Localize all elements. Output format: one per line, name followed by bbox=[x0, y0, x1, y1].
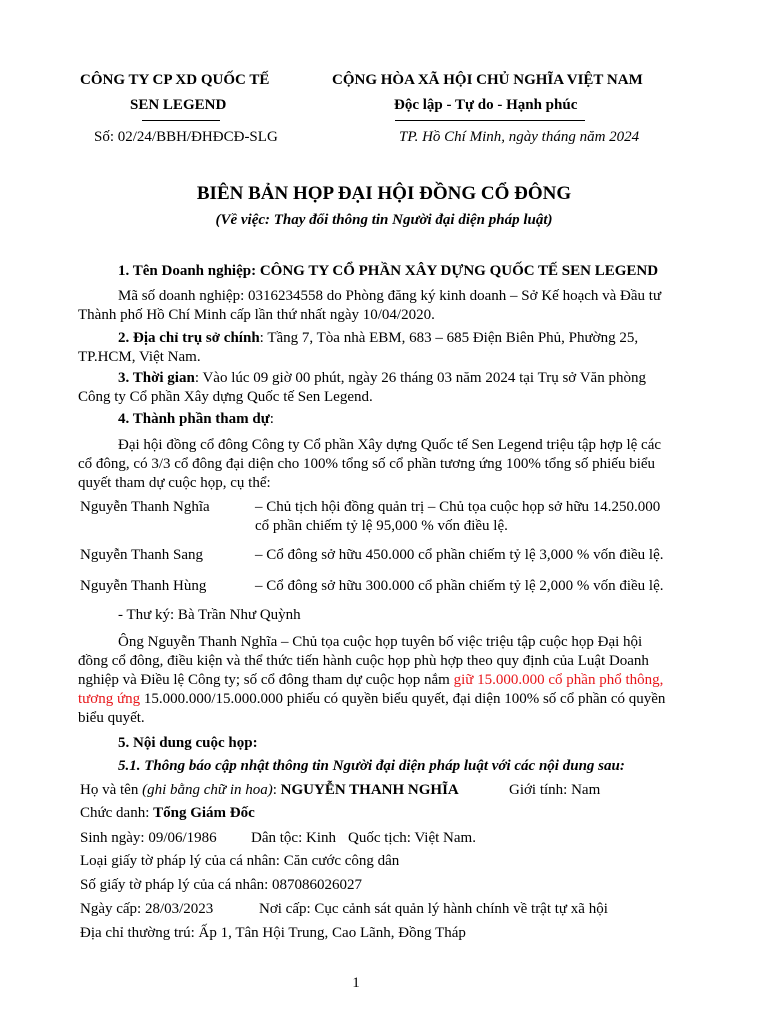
section-4-line2: cổ đông, có 3/3 cổ đông đại diện cho 100% tổng số cổ phần tương ứng 100% tổng số phiếu biểu bbox=[78, 456, 656, 472]
person-id-number: Số giấy tờ pháp lý của cá nhân: 087086026027 bbox=[80, 877, 363, 893]
attendee-2-name: Nguyễn Thanh Sang bbox=[80, 547, 204, 563]
section-4-heading bbox=[118, 410, 274, 429]
person-issue-date: Ngày cấp: 28/03/2023 bbox=[80, 901, 214, 917]
section-2-line1: : Tầng 7, Tòa nhà EBM, 683 – 685 Điện Biên Phủ, Phường 25, bbox=[259, 330, 639, 346]
attendee-1-name: Nguyễn Thanh Nghĩa bbox=[80, 499, 210, 515]
chair-para-line5: biểu quyết. bbox=[78, 710, 145, 726]
section-4-line3: quyết tham dự cuộc họp, cụ thể: bbox=[78, 475, 271, 491]
section-2-label: 2. Địa chỉ trụ sở chính bbox=[118, 330, 260, 346]
chair-para-line2: đồng cổ đông, điều kiện và thể thức tiến hành cuộc họp phù hợp theo quy định của Luật Doanh bbox=[78, 653, 649, 669]
company-name-line1: CÔNG TY CP XD QUỐC TẾ bbox=[80, 72, 270, 88]
country-name: CỘNG HÒA XÃ HỘI CHỦ NGHĨA VIỆT NAM bbox=[332, 72, 643, 88]
chair-para-line3-text: nghiệp và Điều lệ Công ty; số cổ đông tham dự cuộc họp nắm bbox=[78, 672, 454, 688]
section-3-line2: Công ty Cổ phần Xây dựng Quốc tế Sen Legend. bbox=[78, 389, 373, 405]
section-2-line2: TP.HCM, Việt Nam. bbox=[78, 349, 201, 365]
section-3-line1: : Vào lúc 09 giờ 00 phút, ngày 26 tháng 03 năm 2024 tại Trụ sở Văn phòng bbox=[194, 370, 646, 386]
section-3-label: 3. Thời gian bbox=[118, 370, 195, 386]
page-number: 1 bbox=[352, 975, 360, 991]
person-address: Địa chỉ thường trú: Ấp 1, Tân Hội Trung, Cao Lãnh, Đồng Tháp bbox=[80, 925, 466, 941]
document-date: TP. Hồ Chí Minh, ngày tháng năm 2024 bbox=[399, 129, 640, 145]
document-number: Số: 02/24/BBH/ĐHĐCĐ-SLG bbox=[94, 129, 278, 145]
company-name-line2: SEN LEGEND bbox=[130, 97, 227, 113]
chair-para-highlight-1: giữ 15.000.000 cổ phần phổ thông, bbox=[453, 672, 664, 688]
page-subtitle: (Về việc: Thay đổi thông tin Người đại diện pháp luật) bbox=[215, 212, 553, 228]
page-title: BIÊN BẢN HỌP ĐẠI HỘI ĐỒNG CỔ ĐÔNG bbox=[196, 183, 572, 204]
country-motto: Độc lập - Tự do - Hạnh phúc bbox=[394, 97, 578, 113]
person-title-value: Tổng Giám Đốc bbox=[153, 805, 255, 821]
person-issue-place: Nơi cấp: Cục cảnh sát quản lý hành chính về trật tự xã hội bbox=[259, 901, 608, 917]
section-1-value: : CÔNG TY CỔ PHẦN XÂY DỰNG QUỐC TẾ SEN LEGEND bbox=[251, 263, 659, 279]
section-5-heading: 5. Nội dung cuộc họp: bbox=[118, 735, 258, 751]
section-5-1-heading: 5.1. Thông báo cập nhật thông tin Người đại diện pháp luật với các nội dung sau: bbox=[118, 758, 625, 774]
chair-para-line1: Ông Nguyễn Thanh Nghĩa – Chủ tọa cuộc họp tuyên bố việc triệu tập cuộc họp Đại hội bbox=[118, 634, 643, 650]
section-3-heading bbox=[118, 369, 646, 388]
attendee-3-role: – Cổ đông sở hữu 300.000 cổ phần chiếm tỷ lệ 2,000 % vốn điều lệ. bbox=[255, 578, 664, 594]
chair-para-highlight-2: tương ứng bbox=[78, 691, 141, 707]
person-name-colon: : bbox=[272, 782, 281, 798]
person-gender: Giới tính: Nam bbox=[509, 782, 601, 798]
section-1-line1: Mã số doanh nghiệp: 0316234558 do Phòng đăng ký kinh doanh – Sở Kế hoạch và Đầu tư bbox=[118, 288, 662, 304]
person-dob: Sinh ngày: 09/06/1986 bbox=[80, 830, 217, 846]
chair-para-line3 bbox=[78, 671, 663, 690]
section-4-line1: Đại hội đồng cổ đông Công ty Cổ phần Xây dựng Quốc tế Sen Legend triệu tập hợp lệ các bbox=[118, 437, 662, 453]
chair-para-line4-text: 15.000.000/15.000.000 phiếu có quyền biểu quyết, đại diện 100% số cổ phần có quyền bbox=[140, 691, 666, 707]
section-1-label: 1. Tên Doanh nghiệp bbox=[118, 263, 252, 279]
secretary: - Thư ký: Bà Trần Như Quỳnh bbox=[118, 607, 301, 623]
attendee-1-role-line2: cổ phần chiếm tỷ lệ 95,000 % vốn điều lệ. bbox=[255, 518, 508, 534]
person-nationality: Quốc tịch: Việt Nam. bbox=[348, 830, 476, 846]
attendee-2-role: – Cổ đông sở hữu 450.000 cổ phần chiếm tỷ lệ 3,000 % vốn điều lệ. bbox=[255, 547, 664, 563]
person-name-hint: (ghi bằng chữ in hoa) bbox=[142, 782, 273, 798]
section-4-label: 4. Thành phần tham dự bbox=[118, 411, 270, 427]
person-title-row bbox=[80, 804, 255, 823]
company-underline bbox=[142, 120, 220, 121]
person-title-label: Chức danh: bbox=[80, 805, 154, 821]
section-1-heading bbox=[118, 262, 658, 281]
person-id-type: Loại giấy tờ pháp lý của cá nhân: Căn cước công dân bbox=[80, 853, 400, 869]
chair-para-line4 bbox=[78, 690, 665, 709]
person-name-value: NGUYỄN THANH NGHĨA bbox=[280, 782, 459, 798]
section-2-heading bbox=[118, 329, 638, 348]
person-name-row bbox=[80, 781, 459, 800]
attendee-3-name: Nguyễn Thanh Hùng bbox=[80, 578, 207, 594]
person-ethnicity: Dân tộc: Kinh bbox=[251, 830, 336, 846]
section-4-colon: : bbox=[269, 411, 274, 427]
person-name-label: Họ và tên bbox=[80, 782, 143, 798]
motto-underline bbox=[395, 120, 585, 121]
attendee-1-role-line1: – Chủ tịch hội đồng quản trị – Chủ tọa cuộc họp sở hữu 14.250.000 bbox=[255, 499, 661, 515]
section-1-line2: Thành phố Hồ Chí Minh cấp lần thứ nhất ngày 10/04/2020. bbox=[78, 307, 435, 323]
